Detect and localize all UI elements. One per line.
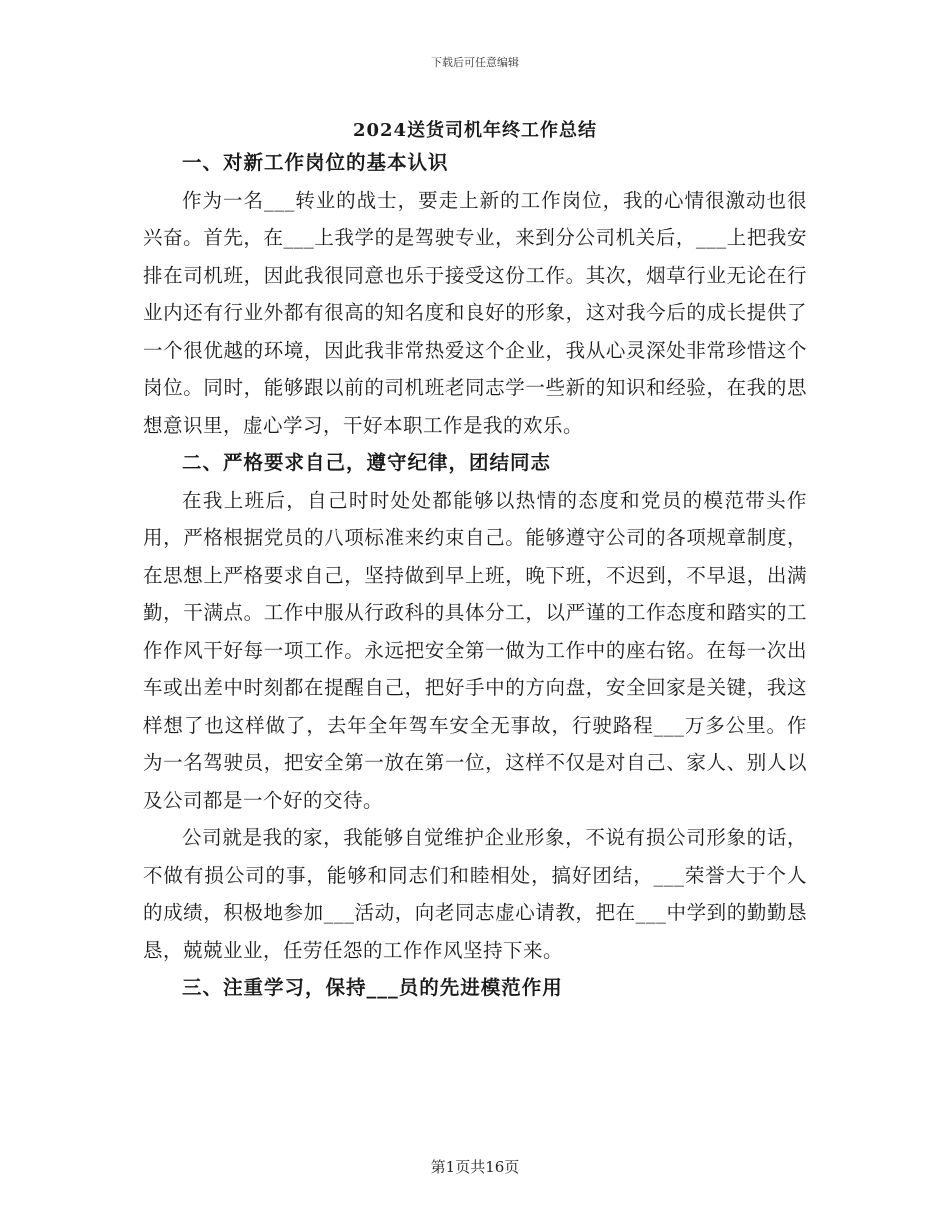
section-1-paragraph-1: 作为一名___转业的战士，要走上新的工作岗位，我的心情很激动也很兴奋。首先，在___上我学的是驾驶专业，来到分公司机关后，___上把我安排在司机班，因此我很同意也乐于接受这份工作。其次，烟草行业无论在行业内还有行业外都有很高的知名度和良好的形象，这对我今后的成长提供了一个很优越的环境，因此我非常热爱这个企业，我从心灵深处非常珍惜这个岗位。同时，能够跟以前的司机班老同志学一些新的知识和经验，在我的思想意识里，虚心学习，干好本职工作是我的欢乐。 xyxy=(143,188,807,437)
section-heading-3: 三、注重学习，保持___员的先进模范作用 xyxy=(182,976,563,999)
document-body xyxy=(143,144,807,1007)
section-heading-1: 一、对新工作岗位的基本认识 xyxy=(182,151,449,174)
section-2-paragraph-2: 公司就是我的家，我能够自觉维护企业形象，不说有损公司形象的话，不做有损公司的事，能够和同志们和睦相处，搞好团结，___荣誉大于个人的成绩，积极地参加___活动，向老同志虚心请教，把在___中学到的勤勤恳恳，兢兢业业，任劳任怨的工作作风坚持下来。 xyxy=(143,826,807,962)
section-heading-2: 二、严格要求自己，遵守纪律，团结同志 xyxy=(182,451,552,474)
page-number-indicator: 第1页共16页 xyxy=(430,1158,520,1176)
page-header-note: 下载后可任意编辑 xyxy=(431,56,519,69)
document-title: 2024送货司机年终工作总结 xyxy=(352,120,598,141)
section-2-paragraph-1: 在我上班后，自己时时处处都能够以热情的态度和党员的模范带头作用，严格根据党员的八项标准来约束自己。能够遵守公司的各项规章制度，在思想上严格要求自己，坚持做到早上班，晚下班，不迟到，不早退，出满勤，干满点。工作中服从行政科的具体分工，以严谨的工作态度和踏实的工作作风干好每一项工作。永远把安全第一做为工作中的座右铭。在每一次出车或出差中时刻都在提醒自己，把好手中的方向盘，安全回家是关键，我这样想了也这样做了，去年全年驾车安全无事故，行驶路程___万多公里。作为一名驾驶员，把安全第一放在第一位，这样不仅是对自己、家人、别人以及公司都是一个好的交待。 xyxy=(143,488,807,812)
